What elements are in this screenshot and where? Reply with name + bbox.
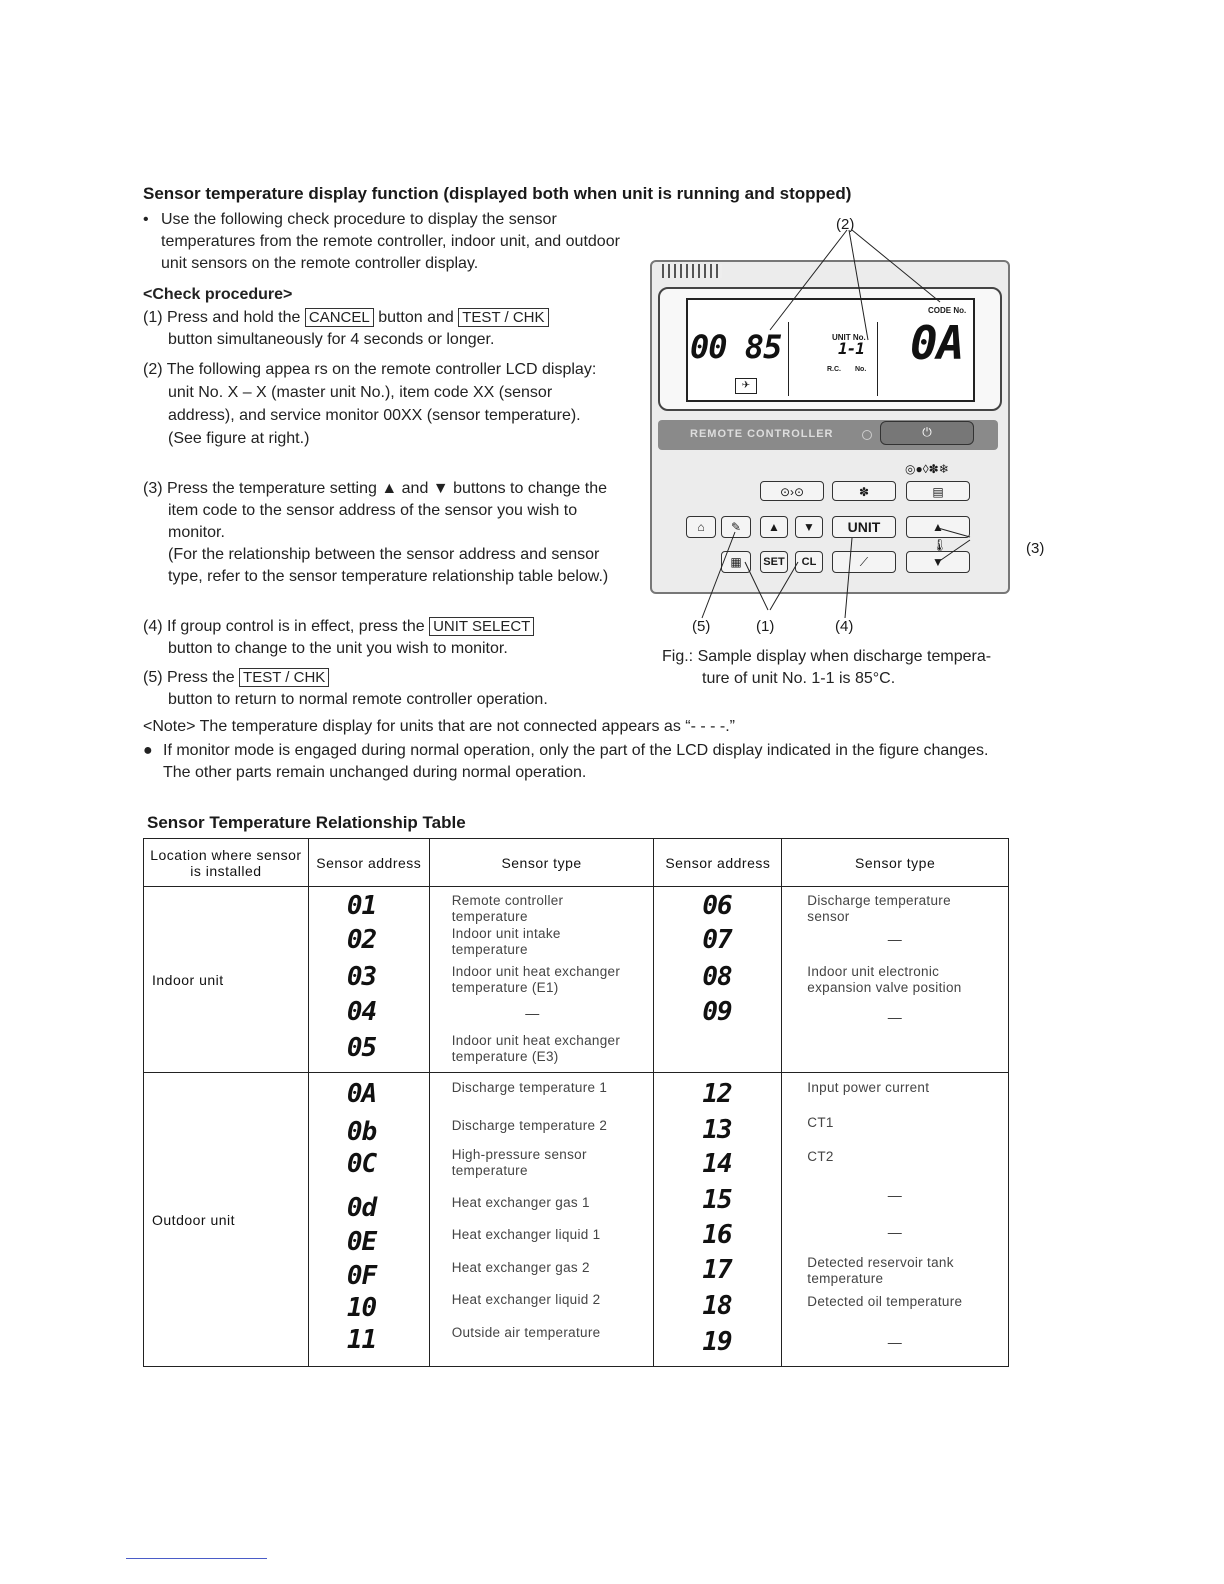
- set-button[interactable]: SET: [760, 551, 788, 573]
- callout-line-2c: [852, 230, 940, 302]
- step-1-text: (1) Press and hold the: [143, 309, 301, 326]
- type-16: —: [887, 1224, 902, 1240]
- type-0e: Heat exchanger liquid 1: [451, 1227, 601, 1242]
- check-heading: <Check procedure>: [143, 286, 293, 303]
- addr-01: 01: [346, 891, 377, 921]
- type-07: —: [887, 931, 902, 947]
- addr-03: 03: [346, 962, 377, 992]
- bullet-2-b: The other parts remain unchanged during normal operation.: [163, 764, 587, 781]
- callout-lines: [640, 210, 1060, 640]
- addr-07: 07: [702, 925, 732, 955]
- callout-4: (4): [835, 618, 854, 635]
- header-address: Sensor address: [308, 839, 429, 887]
- unit-no-label: UNIT No.: [832, 333, 866, 342]
- down-triangle-icon: ▼: [432, 480, 449, 497]
- lcd-unit-number: 1-1: [838, 339, 864, 358]
- type-0f: Heat exchanger gas 2: [451, 1260, 590, 1275]
- type-17: Detected reservoir tank temperature: [807, 1255, 954, 1286]
- type-02: Indoor unit intake temperature: [451, 926, 561, 957]
- type-0b: Discharge temperature 2: [451, 1118, 608, 1133]
- section-title: Sensor temperature display function (displayed both when unit is running and stopped): [143, 184, 852, 203]
- step-3-a: (3) Press the temperature setting: [143, 480, 377, 497]
- note: <Note> The temperature display for units that are not connected appears as “- - - -.”: [143, 718, 736, 735]
- callout-line-2b: [849, 230, 868, 340]
- addr-0c: 0C: [346, 1149, 377, 1179]
- type-13: CT1: [807, 1115, 834, 1130]
- unit-select-button-ref: UNIT SELECT: [429, 617, 534, 636]
- step-3-note: (For the relationship between the sensor address and sensor type, refer to the sensor temperature relationship table below.): [168, 546, 609, 585]
- lcd-temperature: 00 85: [690, 328, 782, 366]
- indoor-type-col: [429, 887, 654, 1073]
- bullet-2-text: If monitor mode is engaged during normal operation, only the part of the LCD display indicated in the figure changes.: [163, 742, 989, 759]
- type-0c: High-pressure sensor temperature: [451, 1147, 587, 1178]
- fan-icon: ✈: [735, 378, 757, 394]
- addr-05: 05: [346, 1033, 377, 1063]
- header-type-2: Sensor type: [782, 839, 1009, 887]
- type-12: Input power current: [807, 1080, 930, 1095]
- indoor-label: Indoor unit: [144, 887, 309, 1073]
- addr-04: 04: [346, 997, 377, 1027]
- step-3-text: [143, 478, 621, 544]
- addr-12: 12: [702, 1079, 732, 1109]
- step-5-a: (5) Press the: [143, 669, 235, 686]
- callout-line-3a: [938, 528, 970, 537]
- table-row-outdoor: [144, 1073, 1009, 1367]
- indoor-type-col-2: [782, 887, 1009, 1073]
- no-label: No.: [855, 366, 867, 373]
- callout-line-3b: [938, 540, 970, 562]
- bullet-2: [143, 740, 1023, 784]
- outdoor-addr-col-2: [654, 1073, 782, 1367]
- addr-19: 19: [702, 1327, 732, 1357]
- addr-0a: 0A: [346, 1079, 377, 1109]
- time-up-button[interactable]: ▲: [760, 516, 788, 538]
- unit-button[interactable]: UNIT: [832, 516, 896, 538]
- indoor-addr-col-2: [654, 887, 782, 1073]
- type-06: Discharge temperature sensor: [807, 893, 951, 924]
- callout-line-1b: [770, 562, 798, 610]
- step-3: [143, 478, 621, 588]
- type-15: —: [887, 1187, 902, 1203]
- header-type: Sensor type: [429, 839, 654, 887]
- addr-0f: 0F: [346, 1261, 377, 1291]
- addr-08: 08: [702, 962, 732, 992]
- type-0a: Discharge temperature 1: [451, 1080, 608, 1095]
- type-19: —: [887, 1334, 902, 1350]
- up-triangle-icon: ▲: [381, 480, 398, 497]
- addr-11: 11: [346, 1325, 377, 1355]
- addr-15: 15: [702, 1185, 732, 1215]
- thermometer-icon: 🌡: [932, 538, 948, 552]
- type-04: —: [525, 1005, 540, 1021]
- louver-button[interactable]: ⟋: [832, 551, 896, 573]
- addr-02: 02: [346, 925, 377, 955]
- timer-button[interactable]: ⊙›⊙: [760, 481, 824, 501]
- header-address-2: Sensor address: [654, 839, 782, 887]
- wrench-button[interactable]: ✎: [721, 516, 751, 538]
- callout-line-2a: [770, 230, 847, 330]
- table-row-indoor: [144, 887, 1009, 1073]
- step-1-b: button simultaneously for 4 seconds or longer.: [168, 331, 495, 348]
- figure-caption: Fig.: Sample display when discharge tempera-: [662, 648, 992, 665]
- test-chk-button-ref: TEST / CHK: [458, 308, 548, 327]
- addr-09: 09: [702, 997, 732, 1027]
- time-down-button[interactable]: ▼: [795, 516, 823, 538]
- mode-button[interactable]: ▤: [906, 481, 970, 501]
- sensor-table: [143, 838, 1009, 1367]
- outdoor-type-col: [429, 1073, 654, 1367]
- addr-18: 18: [702, 1291, 732, 1321]
- controller-name: REMOTE CONTROLLER: [690, 428, 834, 440]
- type-01: Remote controller temperature: [451, 893, 564, 924]
- bullet-dot-icon: ●: [143, 742, 153, 759]
- outdoor-type-col-2: [782, 1073, 1009, 1367]
- callout-5: (5): [692, 618, 711, 635]
- intro-bullet: • Use the following check procedure to display the sensor temperatures from the remote controller, indoor unit, and outdoor unit sensors on the remote controller display.: [143, 209, 623, 275]
- table-header-row: [144, 839, 1009, 887]
- type-11: Outside air temperature: [451, 1325, 601, 1340]
- type-18: Detected oil temperature: [807, 1294, 963, 1309]
- power-button[interactable]: ⏻: [880, 421, 974, 445]
- step-4-b: button to change to the unit you wish to monitor.: [168, 640, 508, 657]
- addr-13: 13: [702, 1115, 732, 1145]
- test-chk-button-ref-2: TEST / CHK: [239, 668, 329, 687]
- addr-0d: 0d: [346, 1193, 377, 1223]
- step-5: [143, 667, 633, 711]
- rc-label: R.C.: [827, 366, 841, 373]
- code-no-label: CODE No.: [928, 306, 967, 315]
- step-1: [143, 307, 633, 351]
- step-2: [143, 358, 621, 450]
- grid-button[interactable]: ▦: [721, 551, 751, 573]
- outdoor-addr-col: [308, 1073, 429, 1367]
- addr-10: 10: [346, 1293, 377, 1323]
- step-1-mid: button and: [378, 309, 454, 326]
- type-05: Indoor unit heat exchanger temperature (E3): [451, 1033, 621, 1064]
- intro-text: Use the following check procedure to display the sensor temperatures from the remote controller, indoor unit, and outdoor unit sensors on the remote controller display.: [161, 211, 620, 272]
- step-5-b: button to return to normal remote controller operation.: [168, 691, 548, 708]
- lcd-code: 0A: [910, 316, 964, 370]
- figure-caption-b: ture of unit No. 1-1 is 85°C.: [702, 670, 896, 687]
- type-10: Heat exchanger liquid 2: [451, 1292, 601, 1307]
- callout-line-4: [845, 538, 852, 618]
- step-3-c: buttons to change the item code to the sensor address of the sensor you wish to monitor.: [168, 480, 607, 541]
- step-3-b: and: [401, 480, 429, 497]
- type-0d: Heat exchanger gas 1: [451, 1195, 590, 1210]
- footer-line: [126, 1558, 267, 1559]
- step-2-text: (2) The following appea rs on the remote controller LCD display: unit No. X – X (master unit No.), item code XX (sensor address), and service monitor 00XX (sensor temperature).: [143, 361, 597, 424]
- step-2-note: (See figure at right.): [168, 430, 310, 447]
- addr-0e: 0E: [346, 1227, 377, 1257]
- cancel-button-ref: CANCEL: [305, 308, 374, 327]
- addr-17: 17: [702, 1255, 732, 1285]
- addr-16: 16: [702, 1220, 732, 1250]
- addr-0b: 0b: [346, 1117, 377, 1147]
- callout-2: (2): [836, 216, 855, 233]
- mode-icons: ◎●◊✽❄: [905, 462, 949, 476]
- addr-14: 14: [702, 1149, 732, 1179]
- type-09: —: [887, 1009, 902, 1025]
- addr-06: 06: [702, 891, 732, 921]
- temp-up-button[interactable]: ▲: [906, 516, 970, 538]
- temp-down-button[interactable]: ▼: [906, 551, 970, 573]
- table-title: Sensor Temperature Relationship Table: [147, 813, 466, 832]
- cl-button[interactable]: CL: [795, 551, 823, 573]
- type-14: CT2: [807, 1149, 834, 1164]
- callout-1: (1): [756, 618, 775, 635]
- outdoor-label: Outdoor unit: [144, 1073, 309, 1367]
- indoor-addr-col: [308, 887, 429, 1073]
- type-03: Indoor unit heat exchanger temperature (E1): [451, 964, 621, 995]
- home-button[interactable]: ⌂: [686, 516, 716, 538]
- callout-line-1a: [745, 562, 768, 610]
- callout-3: (3): [1026, 540, 1045, 557]
- callout-line-5: [702, 532, 735, 618]
- step-4: [143, 616, 621, 660]
- step-4-a: (4) If group control is in effect, press the: [143, 618, 425, 635]
- header-location: Location where sensor is installed: [144, 839, 309, 887]
- fan-speed-button[interactable]: ✽: [832, 481, 896, 501]
- type-08: Indoor unit electronic expansion valve position: [807, 964, 962, 995]
